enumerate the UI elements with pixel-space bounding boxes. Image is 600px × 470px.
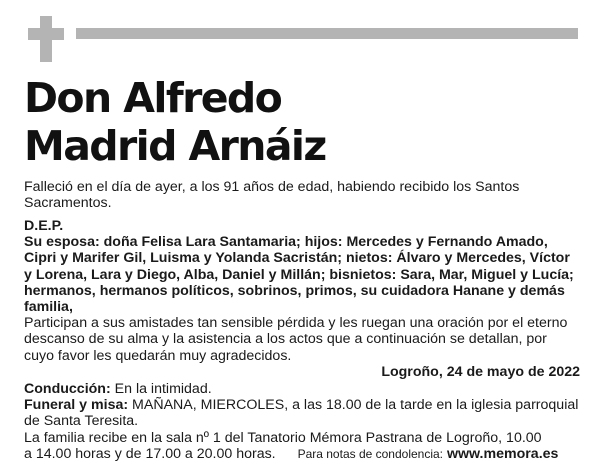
family-list: Su esposa: doña Felisa Lara Santamaria; hijos: Mercedes y Fernando Amado, Cipri y Marifer Gil, Luisma y Yolanda Sacristán; nietos: Álvaro y Mercedes, Víctor y Lorena, Lara y Diego, Alba, Daniel y Millán; bisnietos: Sara, Mar, Miguel y Lucía; hermanos, hermanos políticos, sobrinos, primos, su cuidadora Hanane y demás familia, <box>24 234 574 316</box>
service-details <box>24 381 580 462</box>
deceased-name <box>24 74 584 170</box>
header-rule <box>76 28 578 39</box>
sala-line-2: a 14.00 horas y de 17.00 a 20.00 horas. <box>24 445 276 462</box>
condolence-link[interactable]: www.memora.es <box>446 445 559 462</box>
funeral-value: MAÑANA, MIERCOLES, a las 18.00 de la tarde en la iglesia parroquial de Santa Teresita. <box>24 397 579 430</box>
name-line-2: Madrid Arnáiz <box>24 122 326 170</box>
name-line-1: Don Alfredo <box>24 74 282 122</box>
conduccion-label: Conducción: <box>24 381 111 397</box>
funeral-label: Funeral y misa: <box>24 397 129 414</box>
funeral-row <box>24 397 580 429</box>
notice-body <box>24 218 580 380</box>
condolence-text: Para notas de condolencia: <box>297 446 444 461</box>
dep-label: D.E.P. <box>24 218 64 234</box>
notice-date: Logroño, 24 de mayo de 2022 <box>381 363 580 380</box>
death-announcement: Falleció en el día de ayer, a los 91 años de edad, habiendo recibido los Santos Sacramentos. <box>24 179 520 212</box>
sala-line-2-row <box>24 446 580 462</box>
conduccion-value: En la intimidad. <box>114 381 212 397</box>
request-text: Participan a sus amistades tan sensible pérdida y les ruegan una oración por el eterno descanso de su alma y la asistencia a los actos que a continuación se detallan, por cuyo favor les quedarán muy agradecidos. <box>24 315 568 364</box>
conduccion-row <box>24 381 580 397</box>
sala-line-1: La familia recibe en la sala nº 1 del Tanatorio Mémora Pastrana de Logroño, 10.00 <box>24 429 542 446</box>
cross-icon-horizontal <box>28 28 64 40</box>
